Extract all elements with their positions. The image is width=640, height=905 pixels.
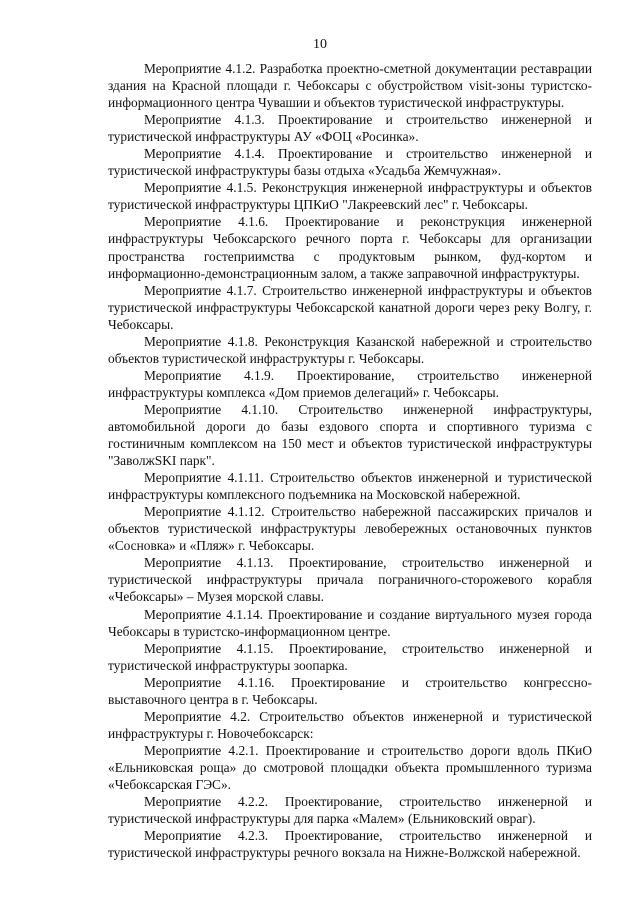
paragraph-measure-4-2-2: Мероприятие 4.2.2. Проектирование, строительство инженерной и туристической инфраструктуры для парка «Малем» (Ельниковский овраг). [108, 794, 592, 827]
page-number: 10 [313, 37, 327, 52]
paragraph-measure-4-1-3: Мероприятие 4.1.3. Проектирование и строительство инженерной и туристической инфраструктуры АУ «ФОЦ «Росинка». [108, 112, 592, 145]
paragraph-measure-4-2: Мероприятие 4.2. Строительство объектов инженерной и туристической инфраструктуры г. Новочебоксарск: [108, 708, 592, 741]
paragraph-measure-4-1-12: Мероприятие 4.1.12. Строительство набережной пассажирских причалов и объектов туристической инфраструктуры левобережных остановочных пунктов «Сосновка» и «Пляж» г. Чебоксары. [108, 504, 592, 554]
paragraph-measure-4-1-5: Мероприятие 4.1.5. Реконструкция инженерной инфраструктуры и объектов туристической инфраструктуры ЦПКиО "Лакреевский лес" г. Чебоксары. [108, 180, 592, 213]
paragraph-measure-4-1-4: Мероприятие 4.1.4. Проектирование и строительство инженерной и туристической инфраструктуры базы отдыха «Усадьба Жемчужная». [108, 146, 592, 179]
paragraph-measure-4-1-14: Мероприятие 4.1.14. Проектирование и создание виртуального музея города Чебоксары в туристско-информационном центре. [108, 606, 592, 639]
paragraph-measure-4-2-3: Мероприятие 4.2.3. Проектирование, строительство инженерной и туристической инфраструктуры речного вокзала на Нижне-Волжской набережной. [108, 828, 592, 861]
paragraph-measure-4-1-13: Мероприятие 4.1.13. Проектирование, строительство инженерной и туристической инфраструктуры причала пограничного-сторожевого корабля «Чебоксары» – Музея морской славы. [108, 555, 592, 605]
paragraph-measure-4-1-6: Мероприятие 4.1.6. Проектирование и реконструкция инженерной инфраструктуры Чебоксарского речного порта г. Чебоксары для организации пространства гостеприимства с продуктовым рынком, фуд-кортом и информационно-демонстрационным залом, а также заправочной инфраструктуры. [108, 214, 592, 281]
paragraph-measure-4-1-7: Мероприятие 4.1.7. Строительство инженерной инфраструктуры и объектов туристической инфраструктуры Чебоксарской канатной дороги через реку Волгу, г. Чебоксары. [108, 282, 592, 332]
document-body [108, 60, 592, 861]
paragraph-measure-4-1-10: Мероприятие 4.1.10. Строительство инженерной инфраструктуры, автомобильной дороги до базы ездового спорта и спортивного туризма с гостиничным комплексом на 150 мест и объектов туристической инфраструктуры "ЗаволжSKI парк". [108, 401, 592, 469]
paragraph-measure-4-1-8: Мероприятие 4.1.8. Реконструкция Казанской набережной и строительство объектов туристической инфраструктуры г. Чебоксары. [108, 333, 592, 366]
paragraph-measure-4-2-1: Мероприятие 4.2.1. Проектирование и строительство дороги вдоль ПКиО «Ельниковская роща» до смотровой площадки объекта промышленного туризма «Чебоксарская ГЭС». [108, 742, 592, 792]
paragraph-measure-4-1-15: Мероприятие 4.1.15. Проектирование, строительство инженерной и туристической инфраструктуры зоопарка. [108, 640, 592, 673]
paragraph-measure-4-1-11: Мероприятие 4.1.11. Строительство объектов инженерной и туристической инфраструктуры комплексного подъемника на Московской набережной. [108, 470, 592, 503]
paragraph-measure-4-1-16: Мероприятие 4.1.16. Проектирование и строительство конгрессно-выставочного центра в г. Чебоксары. [108, 674, 592, 707]
paragraph-measure-4-1-9: Мероприятие 4.1.9. Проектирование, строительство инженерной инфраструктуры комплекса «Дом приемов делегаций» г. Чебоксары. [108, 367, 592, 400]
paragraph-measure-4-1-2: Мероприятие 4.1.2. Разработка проектно-сметной документации реставрации здания на Красной площади г. Чебоксары с обустройством visit-зоны туристско-информационного центра Чувашии и объектов туристической инфраструктуры. [108, 61, 592, 111]
